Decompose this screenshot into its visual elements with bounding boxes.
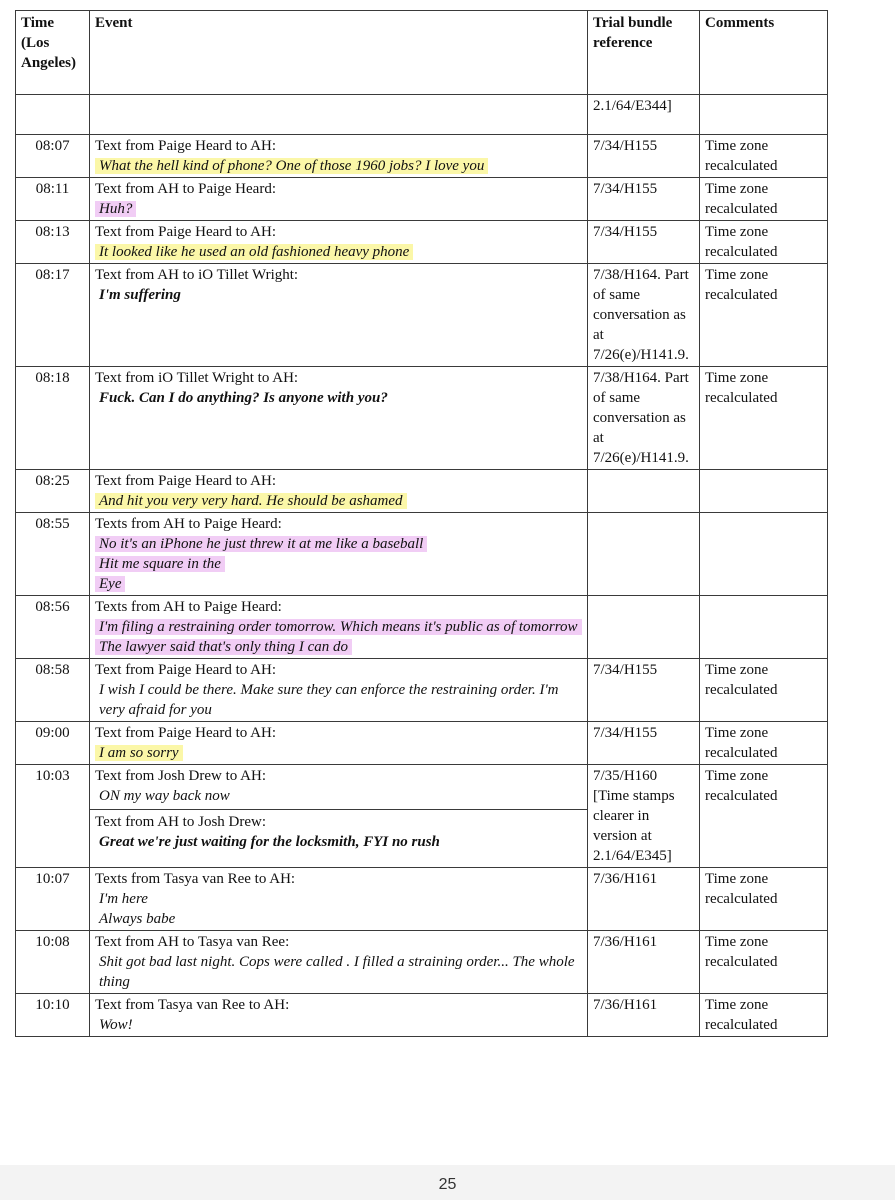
event-message: Huh?: [95, 201, 136, 217]
header-comments: Comments: [700, 11, 828, 95]
table-row: [16, 221, 828, 264]
row-reference: 7/35/H160 [Time stamps clearer in version at 2.1/64/E345]: [588, 765, 700, 868]
event-message: No it's an iPhone he just threw it at me like a baseball Hit me square in the Eye: [95, 536, 427, 592]
continuation-ref: 2.1/64/E344]: [588, 95, 700, 135]
continuation-comment: [700, 95, 828, 135]
event-message: I'm filing a restraining order tomorrow. Which means it's public as of tomorrow The lawyer said that's only thing I can do: [95, 619, 582, 655]
row-time: 08:56: [16, 596, 90, 659]
event-message: I'm here Always babe: [99, 891, 176, 927]
row-comment: [700, 470, 828, 513]
event-message: Great we're just waiting for the locksmith, FYI no rush: [99, 834, 440, 850]
row-comment: [700, 596, 828, 659]
event-message: Wow!: [99, 1017, 133, 1033]
row-event: [90, 367, 588, 470]
row-time: 08:18: [16, 367, 90, 470]
event-title: Text from iO Tillet Wright to AH:: [95, 370, 299, 386]
event-subentry: [90, 809, 587, 852]
row-time: 08:17: [16, 264, 90, 367]
table-row: [16, 868, 828, 931]
table-row: [16, 765, 828, 868]
row-comment: Time zone recalculated: [700, 765, 828, 868]
table-row: [16, 367, 828, 470]
row-event: [90, 659, 588, 722]
table-row: [16, 596, 828, 659]
event-title: Text from Paige Heard to AH:: [95, 662, 276, 678]
row-reference: 7/34/H155: [588, 221, 700, 264]
row-reference: [588, 470, 700, 513]
event-title: Text from Paige Heard to AH:: [95, 725, 276, 741]
row-comment: Time zone recalculated: [700, 221, 828, 264]
row-time: 10:07: [16, 868, 90, 931]
event-message: I am so sorry: [95, 745, 183, 761]
row-time: 08:07: [16, 135, 90, 178]
row-event: [90, 513, 588, 596]
timeline-table: [15, 10, 828, 1037]
row-time: 08:13: [16, 221, 90, 264]
event-message: Fuck. Can I do anything? Is anyone with you?: [99, 390, 388, 406]
row-event: [90, 931, 588, 994]
row-reference: 7/36/H161: [588, 868, 700, 931]
table-row: [16, 178, 828, 221]
row-event: [90, 868, 588, 931]
row-time: 08:55: [16, 513, 90, 596]
event-title: Text from AH to Tasya van Ree:: [95, 934, 290, 950]
table-row: [16, 135, 828, 178]
header-reference: Trial bundle reference: [588, 11, 700, 95]
row-event: [90, 264, 588, 367]
event-title: Text from AH to iO Tillet Wright:: [95, 267, 299, 283]
event-title: Text from Tasya van Ree to AH:: [95, 997, 290, 1013]
row-time: 10:03: [16, 765, 90, 868]
row-comment: Time zone recalculated: [700, 367, 828, 470]
table-row: [16, 659, 828, 722]
event-title: Texts from AH to Paige Heard:: [95, 599, 282, 615]
event-message: Shit got bad last night. Cops were called . I filled a straining order... The whole thing: [99, 954, 575, 990]
row-comment: Time zone recalculated: [700, 659, 828, 722]
row-comment: Time zone recalculated: [700, 722, 828, 765]
row-comment: Time zone recalculated: [700, 178, 828, 221]
table-row: [16, 722, 828, 765]
row-event: [90, 470, 588, 513]
row-comment: Time zone recalculated: [700, 264, 828, 367]
event-title: Text from Paige Heard to AH:: [95, 473, 276, 489]
event-title: Text from Paige Heard to AH:: [95, 138, 276, 154]
row-comment: Time zone recalculated: [700, 135, 828, 178]
header-time: Time (Los Angeles): [16, 11, 90, 95]
event-message: It looked like he used an old fashioned heavy phone: [95, 244, 413, 260]
row-time: 09:00: [16, 722, 90, 765]
row-reference: 7/38/H164. Part of same conversation as at 7/26(e)/H141.9.: [588, 367, 700, 470]
row-reference: [588, 596, 700, 659]
row-event: [90, 221, 588, 264]
event-title: Texts from AH to Paige Heard:: [95, 516, 282, 532]
table-row: [16, 931, 828, 994]
row-comment: Time zone recalculated: [700, 931, 828, 994]
row-time: 10:10: [16, 994, 90, 1037]
header-row: [16, 11, 828, 95]
table-row: [16, 470, 828, 513]
row-reference: 7/36/H161: [588, 931, 700, 994]
row-reference: 7/36/H161: [588, 994, 700, 1037]
event-title: Texts from Tasya van Ree to AH:: [95, 871, 296, 887]
event-message: I'm suffering: [99, 287, 181, 303]
event-title: Text from AH to Josh Drew:: [95, 814, 267, 830]
row-reference: 7/34/H155: [588, 135, 700, 178]
row-event: [90, 994, 588, 1037]
table-row: [16, 994, 828, 1037]
table-row: [16, 513, 828, 596]
row-event: [90, 135, 588, 178]
event-message: What the hell kind of phone? One of those 1960 jobs? I love you: [95, 158, 488, 174]
row-event: [90, 722, 588, 765]
row-comment: [700, 513, 828, 596]
event-message: ON my way back now: [99, 788, 230, 804]
row-time: 08:11: [16, 178, 90, 221]
row-reference: 7/34/H155: [588, 659, 700, 722]
event-message: I wish I could be there. Make sure they can enforce the restraining order. I'm very afraid for you: [99, 682, 559, 718]
row-event: [90, 178, 588, 221]
row-time: 10:08: [16, 931, 90, 994]
row-reference: 7/38/H164. Part of same conversation as at 7/26(e)/H141.9.: [588, 264, 700, 367]
row-reference: 7/34/H155: [588, 178, 700, 221]
event-title: Text from AH to Paige Heard:: [95, 181, 276, 197]
continuation-time: [16, 95, 90, 135]
row-comment: Time zone recalculated: [700, 994, 828, 1037]
row-event: [90, 765, 588, 868]
row-reference: [588, 513, 700, 596]
row-time: 08:25: [16, 470, 90, 513]
row-comment: Time zone recalculated: [700, 868, 828, 931]
page-number: 25: [438, 1176, 457, 1193]
event-message: And hit you very very hard. He should be ashamed: [95, 493, 407, 509]
event-title: Text from Paige Heard to AH:: [95, 224, 276, 240]
row-time: 08:58: [16, 659, 90, 722]
continuation-event: [90, 95, 588, 135]
table-row: [16, 264, 828, 367]
row-reference: 7/34/H155: [588, 722, 700, 765]
event-title: Text from Josh Drew to AH:: [95, 768, 267, 784]
header-event: Event: [90, 11, 588, 95]
row-event: [90, 596, 588, 659]
continuation-row: [16, 95, 828, 135]
